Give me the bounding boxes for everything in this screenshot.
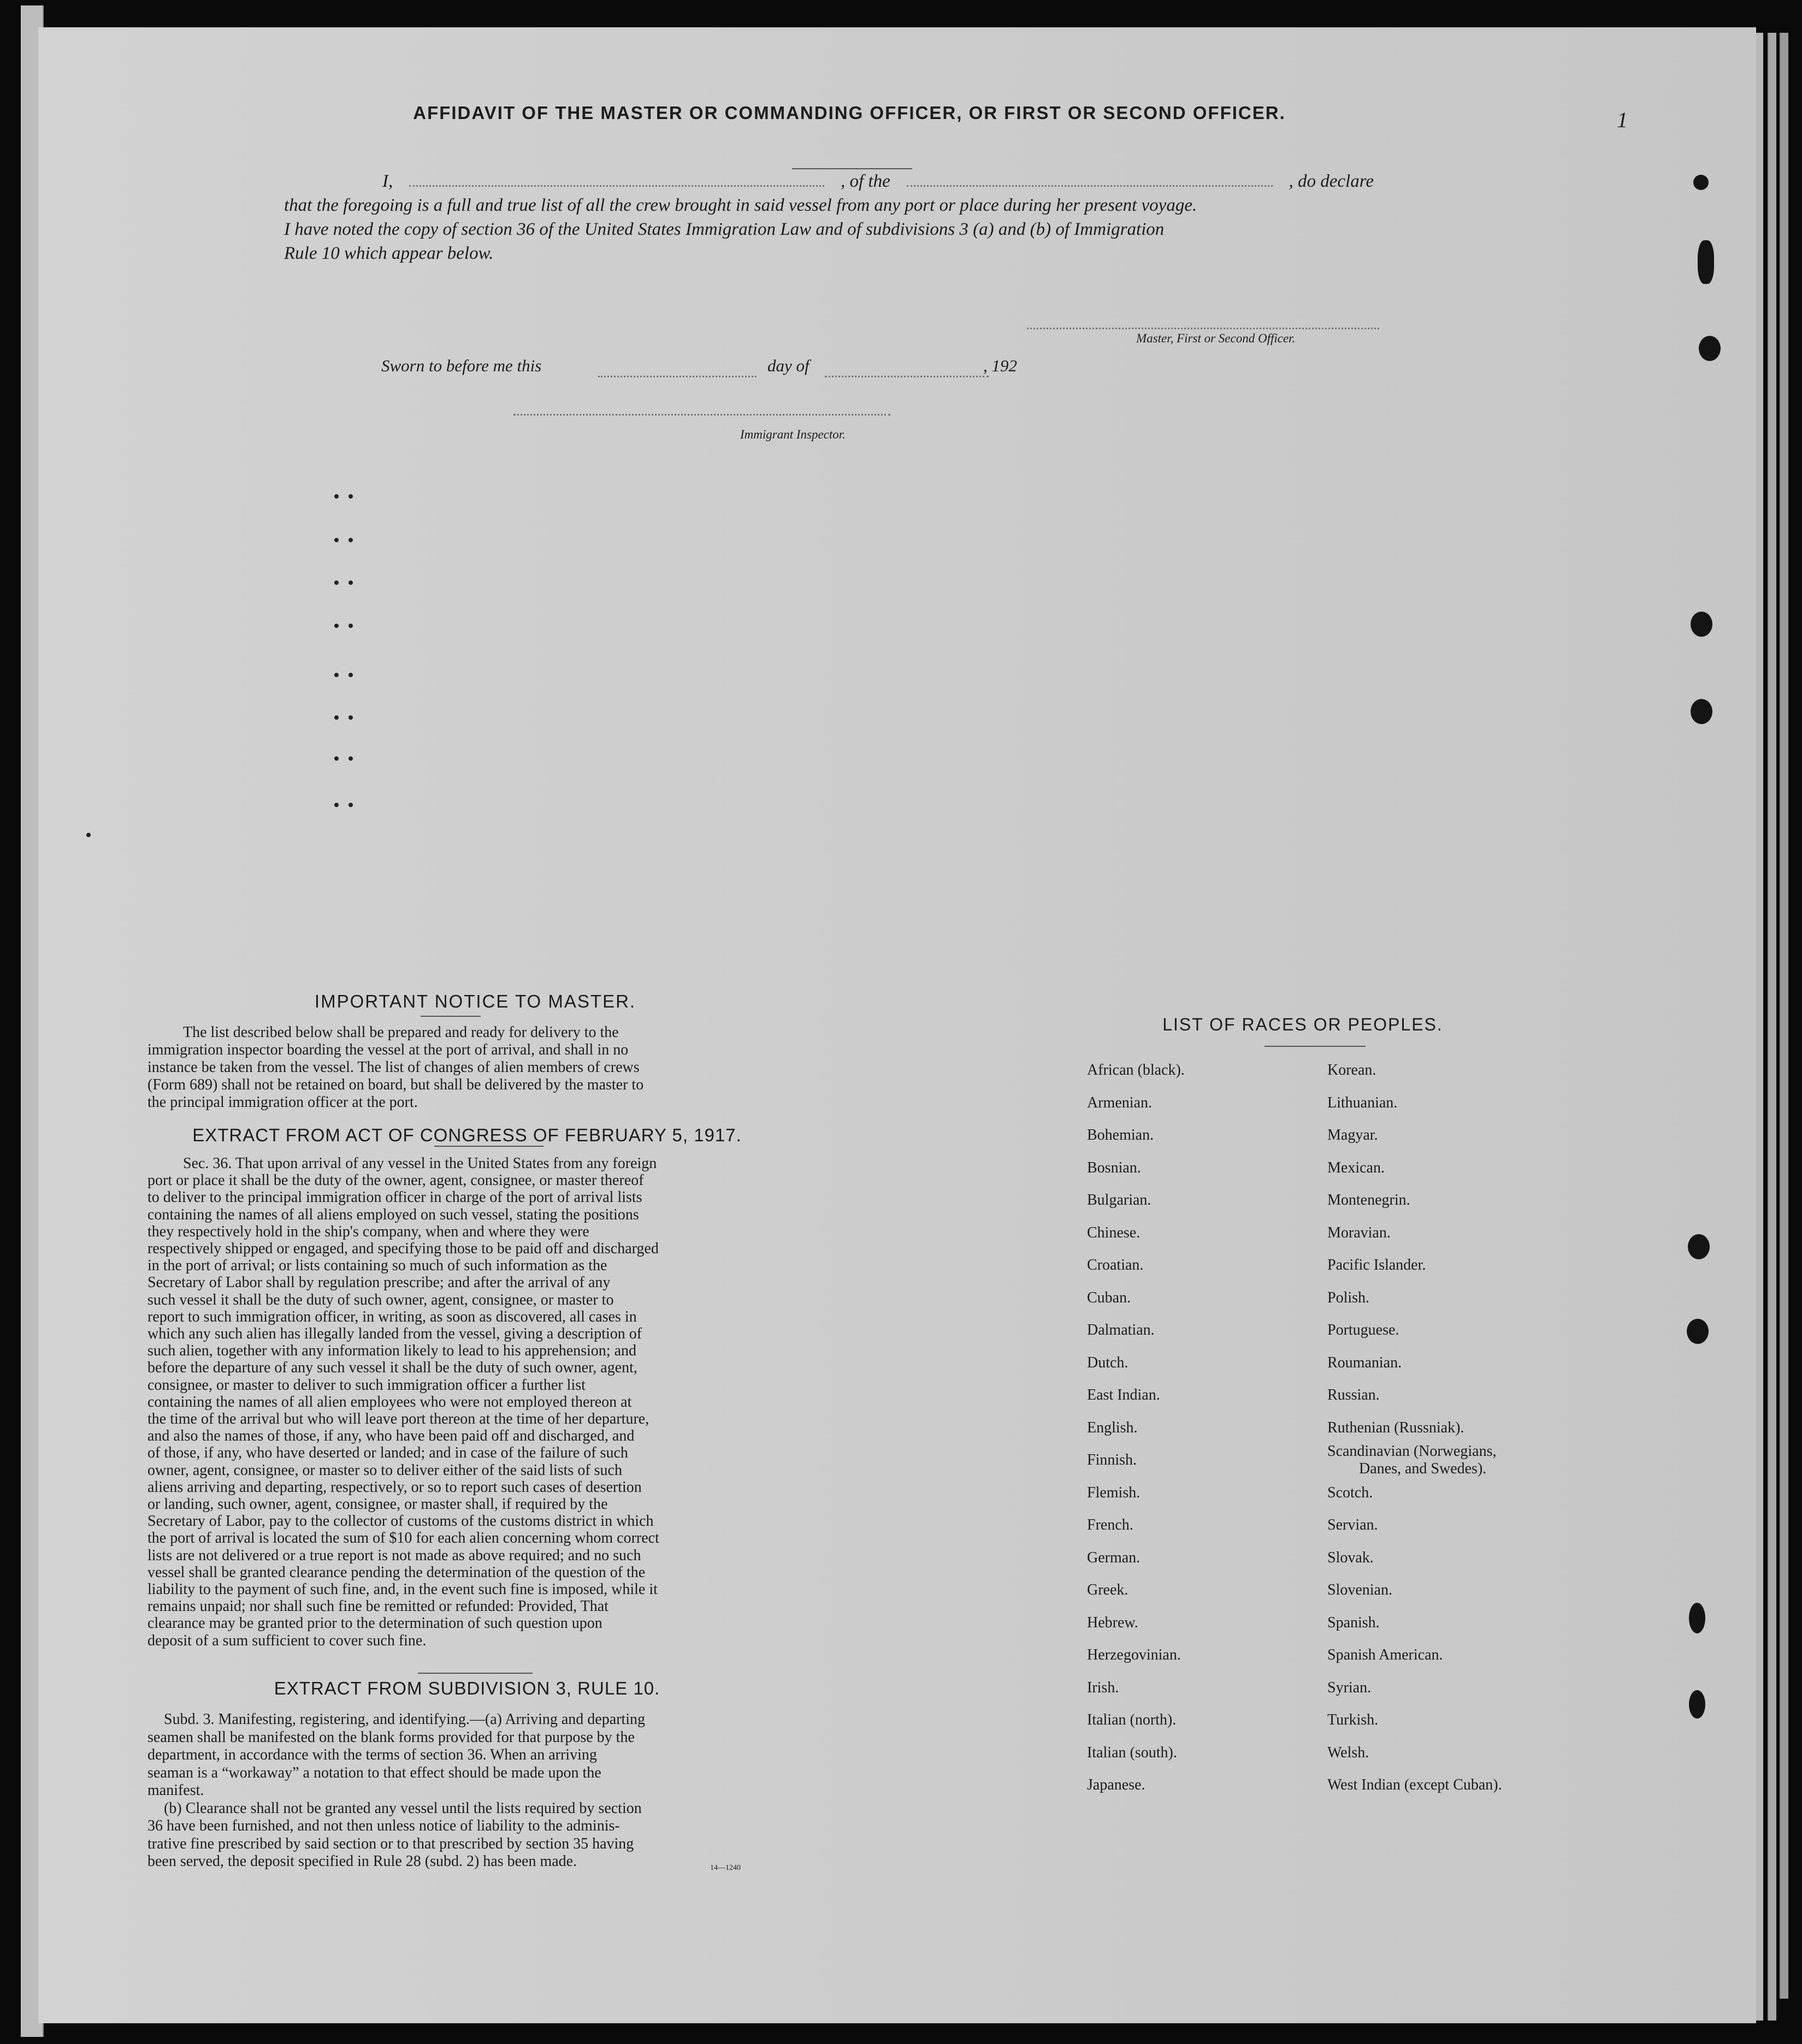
race-item: Lithuanian. <box>1327 1094 1398 1111</box>
margin-mark <box>86 833 91 837</box>
act-underline <box>434 1146 543 1147</box>
race-item: Welsh. <box>1327 1744 1369 1761</box>
race-item: Spanish American. <box>1327 1646 1443 1663</box>
race-item: Hebrew. <box>1087 1614 1138 1631</box>
act-line: liability to the payment of such fine, and, in the event such fine is imposed, while it <box>147 1581 658 1598</box>
race-item: Flemish. <box>1087 1484 1141 1501</box>
act-line: remains unpaid; nor shall such fine be remitted or refunded: Provided, That <box>147 1598 608 1615</box>
margin-mark <box>334 580 339 585</box>
margin-mark <box>348 715 353 720</box>
declaration-of-the: , of the <box>841 171 890 191</box>
margin-mark <box>334 673 339 677</box>
act-line: the time of the arrival but who will leave port thereon at the time of her departure, <box>147 1411 649 1428</box>
affidavit-title: AFFIDAVIT OF THE MASTER OR COMMANDING OFFICER, OR FIRST OR SECOND OFFICER. <box>413 103 1286 123</box>
race-item: Armenian. <box>1087 1094 1152 1111</box>
act-line: Secretary of Labor, pay to the collector of customs of the customs district in which <box>147 1513 654 1530</box>
act-line: vessel shall be granted clearance pending the determination of the question of the <box>147 1563 646 1581</box>
race-item: Mexican. <box>1327 1159 1385 1176</box>
race-item: Slovak. <box>1327 1549 1374 1566</box>
vessel-blank[interactable] <box>907 185 1273 187</box>
punch-hole <box>1689 1603 1705 1633</box>
rule-line: seamen shall be manifested on the blank forms provided for that purpose by the <box>147 1728 635 1746</box>
race-item: Portuguese. <box>1327 1322 1399 1338</box>
rule-line: Subd. 3. Manifesting, registering, and identifying.—(a) Arriving and departing <box>164 1711 646 1728</box>
form-number: 14—1240 <box>710 1864 741 1872</box>
sworn-day-of: day of <box>767 356 810 375</box>
act-line: consignee, or master to deliver to such immigration officer a further list <box>147 1376 586 1394</box>
punch-hole <box>1693 175 1709 190</box>
act-line: port or place it shall be the duty of the owner, agent, consignee, or master thereof <box>147 1172 644 1189</box>
race-item: Scotch. <box>1327 1484 1373 1501</box>
race-item: Syrian. <box>1327 1679 1372 1696</box>
sworn-month-blank[interactable] <box>825 376 989 377</box>
margin-mark <box>334 624 339 628</box>
act-line: owner, agent, consignee, or master so to deliver either of the said lists of such <box>147 1461 622 1479</box>
declaration-block <box>284 169 1374 265</box>
notice-title: IMPORTANT NOTICE TO MASTER. <box>314 991 636 1011</box>
race-item: Italian (north). <box>1087 1711 1177 1728</box>
rule-paragraph <box>147 1711 787 1871</box>
act-line: containing the names of all aliens employed on such vessel, stating the positions <box>147 1206 639 1223</box>
act-line: they respectively hold in the ship's company, when and where they were <box>147 1223 589 1240</box>
sworn-date-blank[interactable] <box>598 376 757 377</box>
act-line: to deliver to the principal immigration officer in charge of the port of arrival lists <box>147 1189 642 1206</box>
race-item: Japanese. <box>1087 1776 1145 1793</box>
race-item: Dalmatian. <box>1087 1322 1155 1338</box>
margin-mark <box>348 580 353 585</box>
race-item: Bohemian. <box>1087 1127 1154 1144</box>
act-line: deposit of a sum sufficient to cover such fine. <box>147 1632 427 1649</box>
stacked-page-edge <box>1780 33 1788 1999</box>
race-item: Croatian. <box>1087 1257 1144 1273</box>
races-left-column <box>1087 1062 1185 1810</box>
act-line: and also the names of those, if any, who have been paid off and discharged, and <box>147 1427 635 1445</box>
race-item: Russian. <box>1327 1387 1380 1403</box>
rule-line: 36 have been furnished, and not then unless notice of liability to the adminis- <box>147 1817 620 1834</box>
notice-line: immigration inspector boarding the vessel at the port of arrival, and shall in no <box>147 1041 629 1058</box>
notice-underline <box>421 1016 481 1017</box>
race-item: Magyar. <box>1327 1127 1378 1144</box>
declaration-line-4: Rule 10 which appear below. <box>284 244 494 263</box>
notice-line: (Form 689) shall not be retained on board, but shall be delivered by the master to <box>147 1076 644 1093</box>
name-blank[interactable] <box>409 185 824 187</box>
act-line: aliens arriving and departing, respectively, or so to report such cases of desertion <box>147 1478 642 1496</box>
act-line: containing the names of all alien employees who were not employed thereon at <box>147 1393 632 1411</box>
act-line: which any such alien has illegally landed from the vessel, giving a description of <box>147 1325 642 1343</box>
race-item: Dutch. <box>1087 1354 1129 1371</box>
race-item: English. <box>1087 1419 1138 1436</box>
race-item: Moravian. <box>1327 1224 1391 1241</box>
rule-divider <box>418 1673 533 1674</box>
race-item: Finnish. <box>1087 1451 1137 1468</box>
declaration-line-2: that the foregoing is a full and true list of all the crew brought in said vessel from any port or place during her present voyage. <box>284 195 1197 215</box>
signature-line[interactable] <box>1027 328 1379 329</box>
margin-mark <box>348 756 353 761</box>
race-item: African (black). <box>1087 1062 1185 1079</box>
race-item: Herzegovinian. <box>1087 1646 1181 1663</box>
stacked-page-edge <box>1768 33 1776 2021</box>
race-item: French. <box>1087 1516 1133 1533</box>
act-line: clearance may be granted prior to the determination of such question upon <box>147 1615 602 1632</box>
punch-hole <box>1698 240 1714 284</box>
race-item: Bulgarian. <box>1087 1192 1151 1208</box>
margin-mark <box>334 715 339 720</box>
race-item: Montenegrin. <box>1327 1192 1410 1208</box>
race-item: Greek. <box>1087 1581 1129 1598</box>
declaration-do-declare: , do declare <box>1289 171 1374 191</box>
margin-mark <box>334 538 339 542</box>
race-item: Cuban. <box>1087 1289 1131 1306</box>
punch-hole <box>1687 1319 1709 1344</box>
act-line: such alien, together with any information likely to lead to his apprehension; and <box>147 1342 637 1360</box>
race-item: Irish. <box>1087 1679 1119 1696</box>
inspector-signature-line[interactable] <box>513 414 890 416</box>
race-item: West Indian (except Cuban). <box>1327 1776 1502 1793</box>
margin-mark <box>334 494 339 499</box>
margin-mark <box>348 624 353 628</box>
race-item: Turkish. <box>1327 1711 1379 1728</box>
notice-line: the principal immigration officer at the port. <box>147 1094 418 1111</box>
act-line: of those, if any, who have deserted or landed; and in case of the failure of such <box>147 1444 628 1462</box>
declaration-i-label: I, <box>382 171 393 191</box>
race-item: Italian (south). <box>1087 1744 1177 1761</box>
race-item: Bosnian. <box>1087 1159 1141 1176</box>
inspector-caption: Immigrant Inspector. <box>740 428 846 441</box>
declaration-line-3: I have noted the copy of section 36 of the United States Immigration Law and of subdivisions 3 (a) and (b) of Immigration <box>284 220 1165 239</box>
act-line: before the departure of any such vessel it shall be the duty of such owner, agent, <box>147 1359 637 1377</box>
punch-hole <box>1699 336 1721 361</box>
race-item: Spanish. <box>1327 1614 1380 1631</box>
race-item: Ruthenian (Russniak). <box>1327 1419 1464 1436</box>
race-item: Korean. <box>1327 1062 1376 1079</box>
rule-line: manifest. <box>147 1782 204 1799</box>
rule-line: (b) Clearance shall not be granted any vessel until the lists required by section <box>164 1799 642 1817</box>
races-title: LIST OF RACES OR PEOPLES. <box>1162 1015 1443 1034</box>
margin-mark <box>348 538 353 542</box>
notice-line: The list described below shall be prepared and ready for delivery to the <box>183 1024 619 1041</box>
act-paragraph <box>147 1155 787 1649</box>
rule-line: seaman is a “workaway” a notation to that effect should be made upon the <box>147 1764 601 1781</box>
race-item: Servian. <box>1327 1516 1378 1533</box>
margin-mark <box>334 803 339 807</box>
notice-paragraph <box>147 1024 787 1111</box>
race-item: Danes, and Swedes). <box>1359 1460 1487 1477</box>
race-item: Slovenian. <box>1327 1581 1392 1598</box>
declaration-line-1 <box>284 169 1374 193</box>
race-item: Pacific Islander. <box>1327 1257 1426 1273</box>
margin-mark <box>348 673 353 677</box>
rule-line: trative fine prescribed by said section or to that prescribed by section 35 having <box>147 1835 634 1852</box>
act-line: the port of arrival is located the sum of $10 for each alien concerning whom correct <box>147 1530 659 1547</box>
act-line: Sec. 36. That upon arrival of any vessel in the United States from any foreign <box>183 1155 657 1172</box>
rule-title: EXTRACT FROM SUBDIVISION 3, RULE 10. <box>274 1678 660 1698</box>
race-item: Scandinavian (Norwegians, <box>1327 1442 1497 1460</box>
notice-line: instance be taken from the vessel. The list of changes of alien members of crews <box>147 1059 640 1076</box>
act-line: Secretary of Labor shall by regulation prescribe; and after the arrival of any <box>147 1274 611 1291</box>
punch-hole <box>1689 1690 1705 1719</box>
race-item: East Indian. <box>1087 1387 1160 1403</box>
punch-hole <box>1688 1234 1710 1259</box>
race-item: German. <box>1087 1549 1141 1566</box>
act-line: such vessel it shall be the duty of such owner, agent, consignee, or master to <box>147 1291 614 1308</box>
rule-line: been served, the deposit specified in Rule 28 (subd. 2) has been made. <box>147 1853 577 1870</box>
race-item: Chinese. <box>1087 1224 1141 1241</box>
act-line: or landing, such owner, agent, consignee, or master shall, if required by the <box>147 1496 608 1513</box>
act-line: respectively shipped or engaged, and specifying those to be paid off and discharged <box>147 1240 659 1258</box>
page-number: 1 <box>1617 108 1628 132</box>
races-underline <box>1265 1046 1366 1047</box>
sworn-prefix: Sworn to before me this <box>381 356 542 375</box>
rule-line: department, in accordance with the terms of section 36. When an arriving <box>147 1746 597 1763</box>
act-line: report to such immigration officer, in writing, as soon as discovered, all cases in <box>147 1308 637 1325</box>
margin-mark <box>348 803 353 807</box>
punch-hole <box>1691 699 1712 724</box>
act-line: in the port of arrival; or lists containing so much of such information as the <box>147 1257 607 1275</box>
margin-mark <box>348 494 353 499</box>
act-title: EXTRACT FROM ACT OF CONGRESS OF FEBRUARY 5, 1917. <box>192 1125 742 1145</box>
races-right-column <box>1327 1062 1502 1810</box>
act-line: lists are not delivered or a true report is not made as above required; and no such <box>147 1547 641 1564</box>
race-item: Roumanian. <box>1327 1354 1402 1371</box>
race-item: Polish. <box>1327 1289 1370 1306</box>
sworn-year: , 192 <box>983 356 1017 375</box>
margin-mark <box>334 756 339 761</box>
punch-hole <box>1691 612 1712 637</box>
signature-caption: Master, First or Second Officer. <box>1136 331 1296 345</box>
